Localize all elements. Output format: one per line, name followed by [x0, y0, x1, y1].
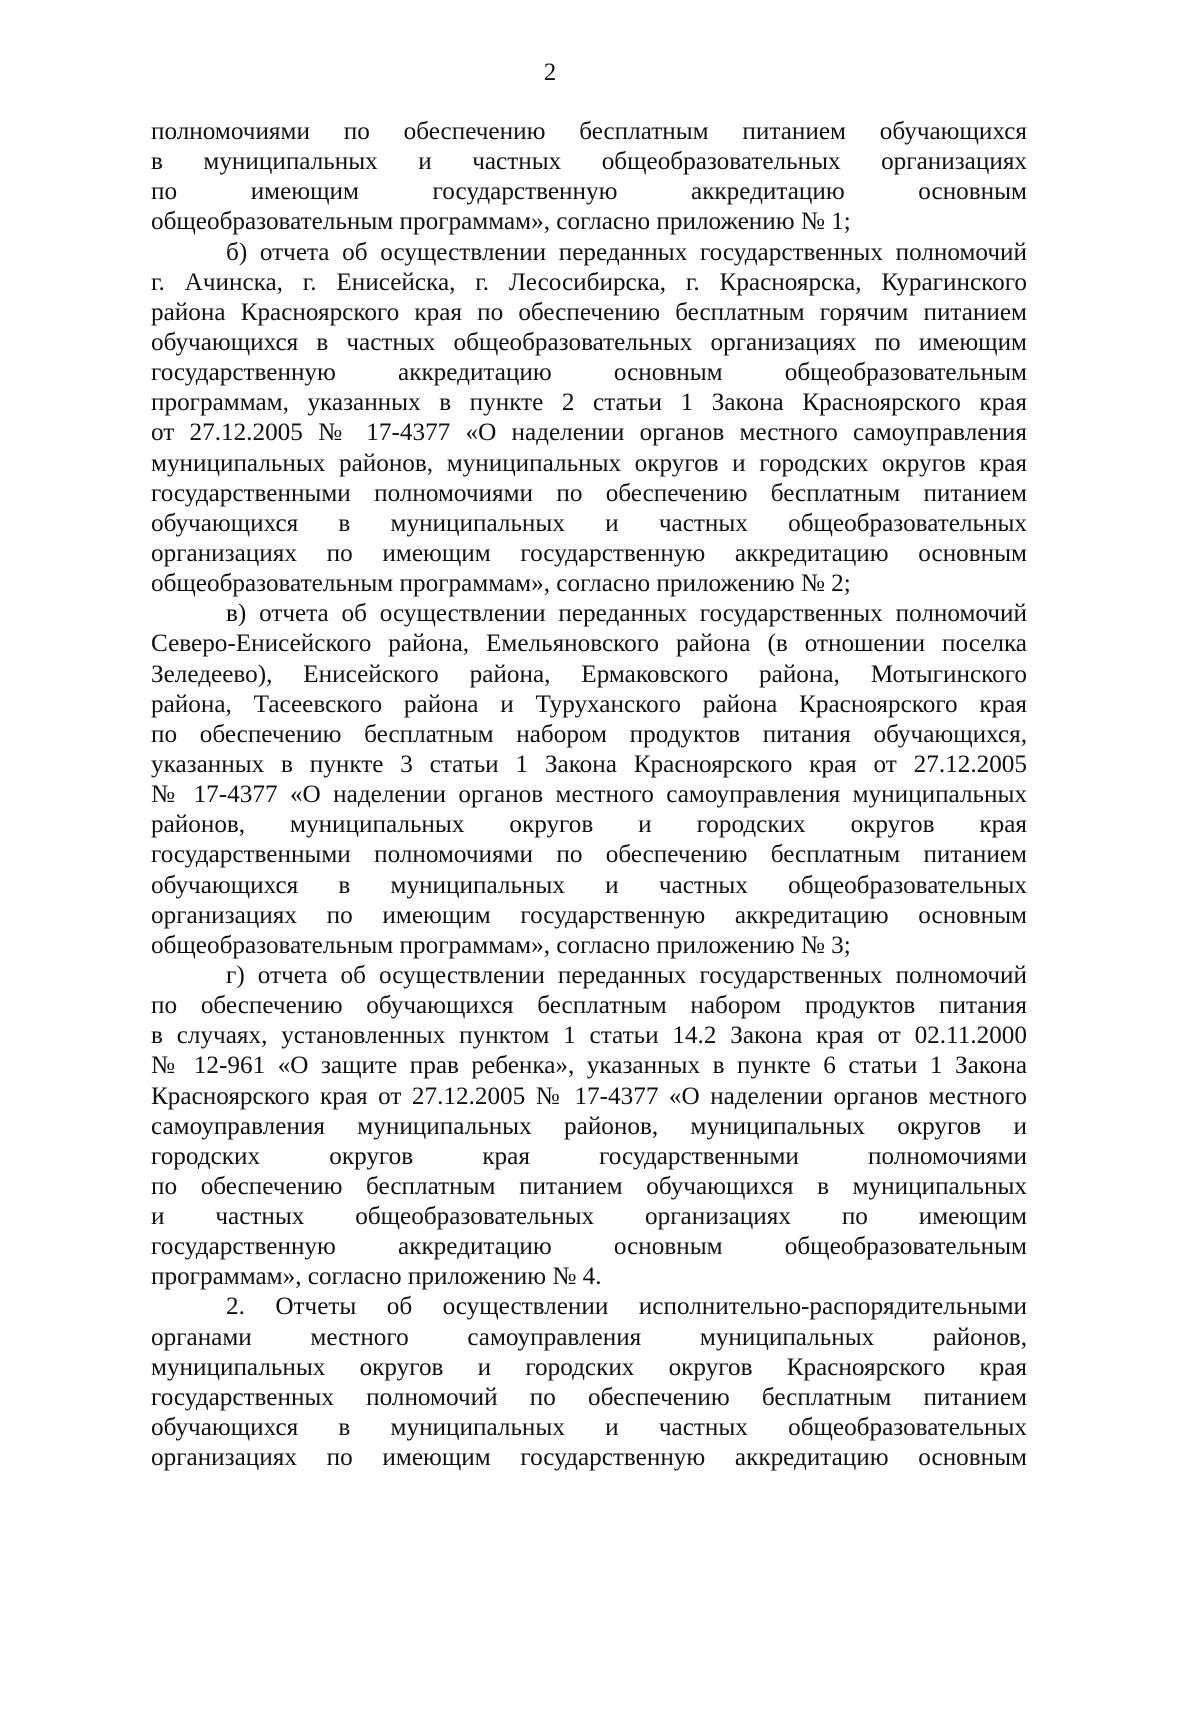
text-line: № 12-961 «О защите прав ребенка», указанных в пункте 6 статьи 1 Закона: [151, 1052, 1027, 1080]
text-line: от 27.12.2005 № 17-4377 «О наделении органов местного самоуправления: [151, 419, 1027, 447]
text-line: полномочиями по обеспечению бесплатным питанием обучающихся: [151, 118, 1027, 145]
text-line: в) отчета об осуществлении переданных государственных полномочий: [226, 600, 1027, 628]
text-line: № 17-4377 «О наделении органов местного самоуправления муниципальных: [151, 781, 1027, 809]
document-body: [151, 117, 1027, 1473]
text-line: 2. Отчеты об осуществлении исполнительно-распорядительными: [226, 1293, 1027, 1321]
text-line: программам, указанных в пункте 2 статьи 1 Закона Красноярского края: [151, 389, 1027, 417]
text-line: по обеспечению бесплатным питанием обучающихся в муниципальных: [151, 1172, 1027, 1200]
text-line: государственную аккредитацию основным общеобразовательным: [151, 359, 1027, 387]
text-line: муниципальных округов и городских округов Красноярского края: [151, 1353, 1027, 1381]
text-line: государственными полномочиями по обеспечению бесплатным питанием: [151, 841, 1027, 869]
text-line: органами местного самоуправления муниципальных районов,: [151, 1323, 1027, 1351]
text-line: обучающихся в муниципальных и частных общеобразовательных: [151, 509, 1027, 537]
text-line: организациях по имеющим государственную аккредитацию основным: [151, 1444, 1027, 1472]
text-line: общеобразовательным программам», согласно приложению № 1;: [151, 208, 851, 236]
text-line: организациях по имеющим государственную аккредитацию основным: [151, 901, 1027, 929]
text-line: организациях по имеющим государственную аккредитацию основным: [151, 539, 1027, 567]
text-line: общеобразовательным программам», согласно приложению № 3;: [151, 931, 851, 959]
text-line: программам», согласно приложению № 4.: [151, 1263, 602, 1291]
text-line: районов, муниципальных округов и городских округов края: [151, 811, 1027, 839]
text-line: района Красноярского края по обеспечению бесплатным горячим питанием: [151, 298, 1027, 326]
text-line: в случаях, установленных пунктом 1 статьи 14.2 Закона края от 02.11.2000: [151, 1022, 1027, 1050]
text-line: Зеледеево), Енисейского района, Ермаковского района, Мотыгинского: [151, 660, 1027, 688]
text-line: по имеющим государственную аккредитацию основным: [151, 178, 1027, 206]
page-number: 2: [543, 59, 557, 86]
text-line: по обеспечению бесплатным набором продуктов питания обучающихся,: [151, 720, 1027, 748]
text-line: Северо-Енисейского района, Емельяновского района (в отношении поселка: [151, 630, 1027, 658]
text-line: района, Тасеевского района и Туруханского района Красноярского края: [151, 690, 1027, 718]
text-line: обучающихся в муниципальных и частных общеобразовательных: [151, 1414, 1027, 1442]
text-line: государственных полномочий по обеспечению бесплатным питанием: [151, 1383, 1027, 1411]
text-line: городских округов края государственными полномочиями: [151, 1142, 1027, 1170]
text-line: государственными полномочиями по обеспечению бесплатным питанием: [151, 479, 1027, 507]
text-line: Красноярского края от 27.12.2005 № 17-4377 «О наделении органов местного: [151, 1082, 1027, 1110]
text-line: в муниципальных и частных общеобразовательных организациях: [151, 148, 1027, 176]
text-line: общеобразовательным программам», согласно приложению № 2;: [151, 570, 851, 598]
text-line: обучающихся в муниципальных и частных общеобразовательных: [151, 871, 1027, 899]
text-line: обучающихся в частных общеобразовательных организациях по имеющим: [151, 328, 1027, 356]
text-line: самоуправления муниципальных районов, муниципальных округов и: [151, 1112, 1027, 1140]
text-line: указанных в пункте 3 статьи 1 Закона Красноярского края от 27.12.2005: [151, 750, 1027, 778]
text-line: государственную аккредитацию основным общеобразовательным: [151, 1233, 1027, 1261]
text-line: г. Ачинска, г. Енисейска, г. Лесосибирска, г. Красноярска, Курагинского: [151, 268, 1027, 296]
text-line: г) отчета об осуществлении переданных государственных полномочий: [226, 961, 1027, 989]
text-line: и частных общеобразовательных организациях по имеющим: [151, 1203, 1027, 1231]
text-line: муниципальных районов, муниципальных округов и городских округов края: [151, 449, 1027, 477]
text-line: б) отчета об осуществлении переданных государственных полномочий: [226, 238, 1027, 266]
text-line: по обеспечению обучающихся бесплатным набором продуктов питания: [151, 992, 1027, 1020]
